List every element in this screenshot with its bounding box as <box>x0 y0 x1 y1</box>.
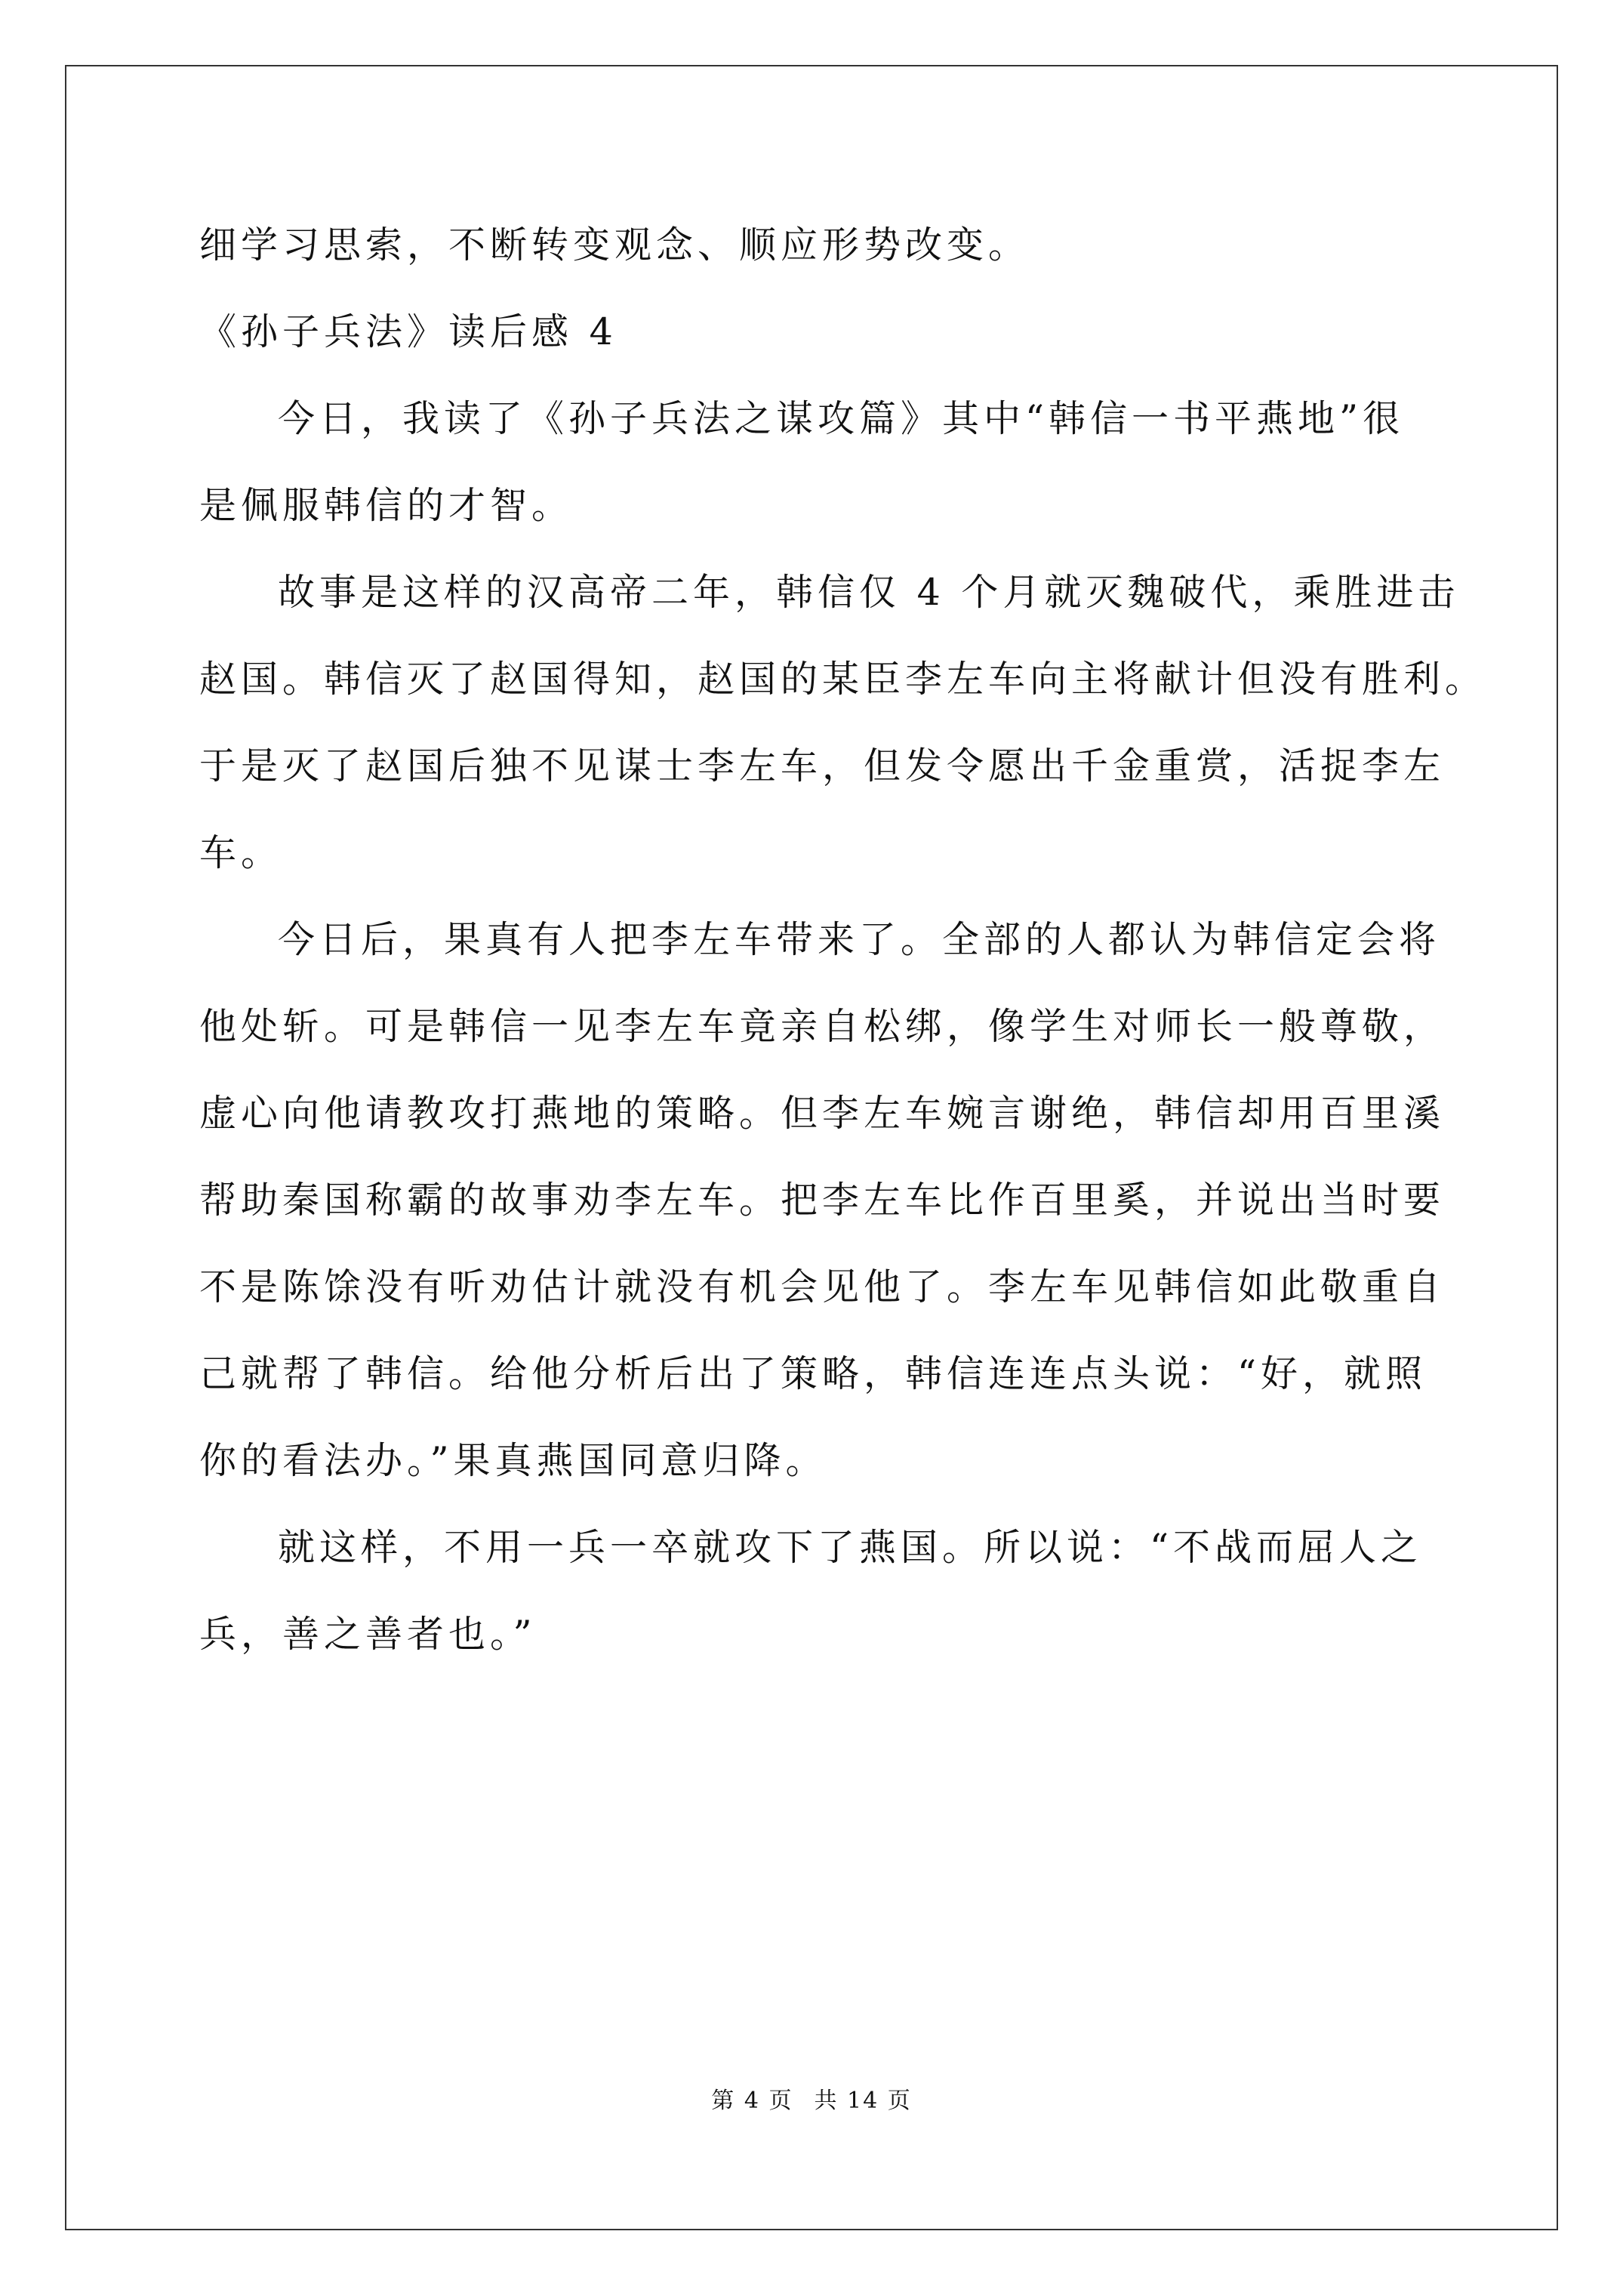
paragraph-line: 虚心向他请教攻打燕地的策略。但李左车婉言谢绝，韩信却用百里溪 <box>199 1092 1446 1135</box>
paragraph-line: 车。 <box>199 831 283 874</box>
paragraph-line: 帮助秦国称霸的故事劝李左车。把李左车比作百里奚，并说出当时要 <box>199 1179 1446 1222</box>
paragraph-line: 故事是这样的汉高帝二年，韩信仅 4 个月就灭魏破代，乘胜进击 <box>278 571 1460 614</box>
paragraph-line: 赵国。韩信灭了赵国得知，赵国的某臣李左车向主将献计但没有胜利。 <box>199 658 1487 701</box>
paragraph-line: 他处斩。可是韩信一见李左车竟亲自松绑，像学生对师长一般尊敬， <box>199 1005 1446 1048</box>
paragraph-line: 兵，善之善者也。” <box>199 1613 537 1656</box>
paragraph-line: 今日，我读了《孙子兵法之谋攻篇》其中“韩信一书平燕地”很 <box>278 397 1405 440</box>
page-total: 共 14 页 <box>814 2088 912 2114</box>
section-heading: 《孙子兵法》读后感 4 <box>199 310 617 353</box>
page-border <box>65 65 1558 2230</box>
paragraph-line: 己就帮了韩信。给他分析后出了策略，韩信连连点头说：“好，就照 <box>199 1352 1427 1395</box>
paragraph-line: 你的看法办。”果真燕国同意归降。 <box>199 1439 827 1482</box>
paragraph-line: 今日后，果真有人把李左车带来了。全部的人都认为韩信定会将 <box>278 918 1441 961</box>
page-footer <box>0 2088 1623 2115</box>
paragraph-line: 细学习思索，不断转变观念、顺应形势改变。 <box>199 223 1030 267</box>
page-number: 第 4 页 <box>711 2088 793 2114</box>
paragraph-line: 不是陈馀没有听劝估计就没有机会见他了。李左车见韩信如此敬重自 <box>199 1265 1446 1308</box>
paragraph-line: 是佩服韩信的才智。 <box>199 484 574 527</box>
paragraph-line: 就这样，不用一兵一卒就攻下了燕国。所以说：“不战而屈人之 <box>278 1526 1423 1569</box>
paragraph-line: 于是灭了赵国后独不见谋士李左车，但发令愿出千金重赏，活捉李左 <box>199 744 1446 787</box>
